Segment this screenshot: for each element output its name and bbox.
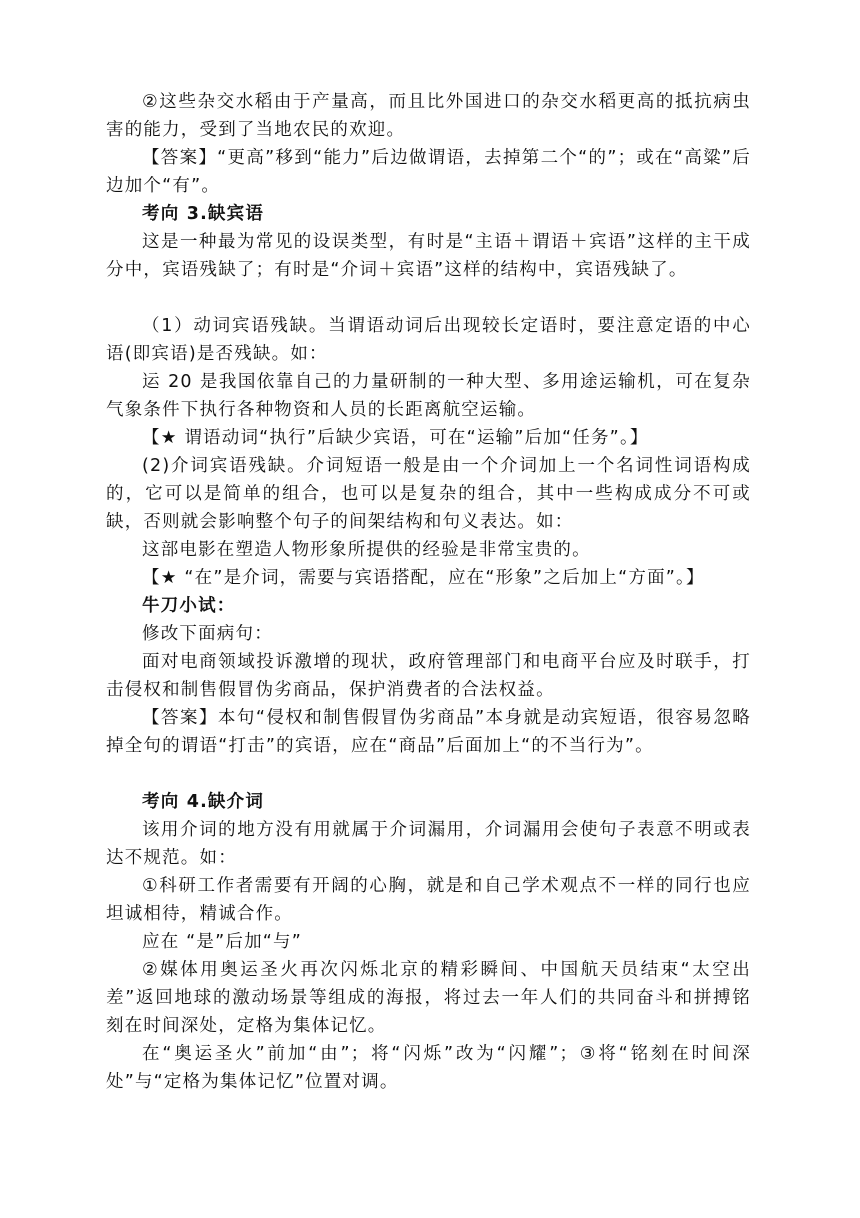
paragraph-verb-object-missing: （1）动词宾语残缺。当谓语动词后出现较长定语时，要注意定语的中心语(即宾语)是否残缺。如： (106, 316, 751, 364)
section-heading-missing-object: 考向 3.缺宾语 (142, 204, 265, 224)
paragraph-note-2: 【★ “在”是介词，需要与宾语搭配，应在“形象”之后加上“方面”。】 (142, 568, 705, 588)
paragraph-answer-1: 【答案】“更高”移到“能力”后边做谓语，去掉第二个“的”；或在“高粱”后边加个“有”。 (106, 148, 751, 196)
section-heading-try: 牛刀小试： (142, 596, 236, 616)
section-heading-missing-preposition: 考向 4.缺介词 (142, 792, 265, 812)
paragraph-missing-object-intro: 这是一种最为常见的设误类型，有时是“主语＋谓语＋宾语”这样的主干成分中，宾语残缺了；有时是“介词＋宾语”这样的结构中，宾语残缺了。 (106, 232, 751, 280)
paragraph-example-film: 这部电影在塑造人物形象所提供的经验是非常宝贵的。 (142, 540, 591, 560)
paragraph-missing-preposition-intro: 该用介词的地方没有用就属于介词漏用，介词漏用会使句子表意不明或表达不规范。如： (106, 820, 751, 868)
paragraph-example-media: ②媒体用奥运圣火再次闪烁北京的精彩瞬间、中国航天员结束“太空出差”返回地球的激动场景等组成的海报，将过去一年人们的共同奋斗和拼搏铭刻在时间深处，定格为集体记忆。 (106, 960, 751, 1036)
paragraph-example-rice: ②这些杂交水稻由于产量高，而且比外国进口的杂交水稻更高的抵抗病虫害的能力，受到了当地农民的欢迎。 (106, 92, 751, 140)
paragraph-example-ecommerce: 面对电商领域投诉激增的现状，政府管理部门和电商平台应及时联手，打击侵权和制售假冒伪劣商品，保护消费者的合法权益。 (106, 652, 751, 700)
paragraph-fix-2: 在“奥运圣火”前加“由”；将“闪烁”改为“闪耀”；③将“铭刻在时间深处”与“定格为集体记忆”位置对调。 (106, 1044, 751, 1092)
paragraph-example-researchers: ①科研工作者需要有开阔的心胸，就是和自己学术观点不一样的同行也应坦诚相待，精诚合作。 (106, 876, 751, 924)
paragraph-answer-2: 【答案】本句“侵权和制售假冒伪劣商品”本身就是动宾短语，很容易忽略掉全句的谓语“打击”的宾语，应在“商品”后面加上“的不当行为”。 (106, 708, 751, 756)
paragraph-prep-object-missing: (2)介词宾语残缺。介词短语一般是由一个介词加上一个名词性词语构成的，它可以是简单的组合，也可以是复杂的组合，其中一些构成成分不可或缺，否则就会影响整个句子的间架结构和句义表达。如： (106, 456, 751, 532)
paragraph-instruction: 修改下面病句： (142, 624, 273, 644)
paragraph-fix-1: 应在 “是”后加“与” (142, 932, 303, 952)
paragraph-note-1: 【★ 谓语动词“执行”后缺少宾语，可在“运输”后加“任务”。】 (142, 428, 649, 448)
paragraph-example-yun20: 运 20 是我国依靠自己的力量研制的一种大型、多用途运输机，可在复杂气象条件下执行各种物资和人员的长距离航空运输。 (106, 372, 751, 420)
